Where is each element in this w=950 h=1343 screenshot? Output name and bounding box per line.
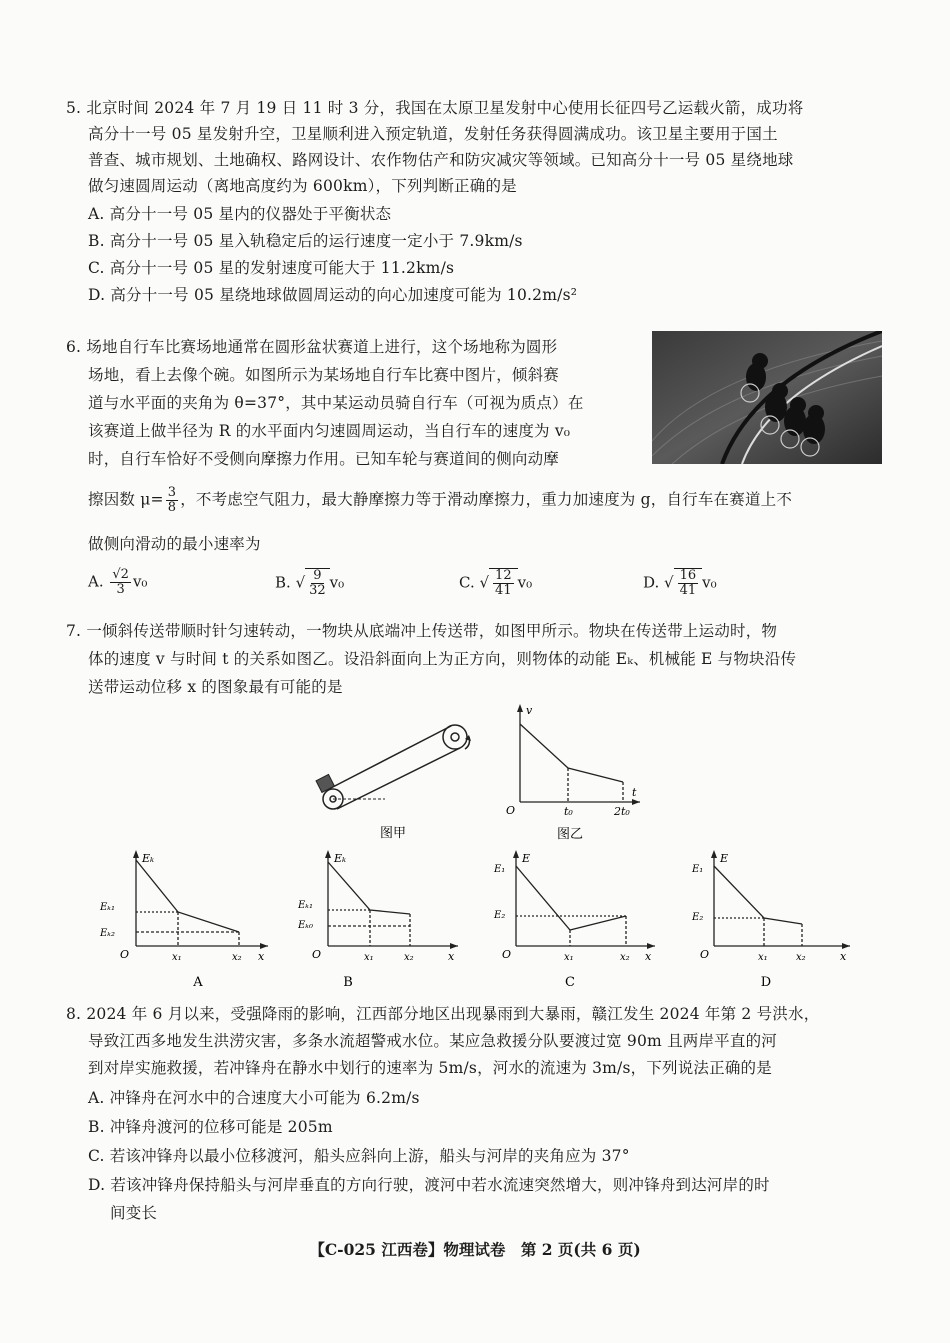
- q5-line-2: 高分十一号 05 星发射升空，卫星顺利进入预定轨道，发射任务获得圆满成功。该卫星主要用于国土: [88, 125, 778, 143]
- graph-d-ylabel: E: [720, 852, 729, 865]
- q8-option-d: D. 若该冲锋舟保持船头与河岸垂直的方向行驶，渡河中若水流速突然增大，则冲锋舟到达河岸的时: [88, 1176, 770, 1194]
- q8-option-c: C. 若该冲锋舟以最小位移渡河，船头应斜向上游，船头与河岸的夹角应为 37°: [88, 1147, 630, 1165]
- graph-a-x1: x₁: [172, 952, 182, 963]
- graph-c-y2: E₂: [494, 910, 506, 921]
- q8-line-1: 8. 2024 年 6 月以来，受强降雨的影响，江西部分地区出现暴雨到大暴雨，赣江发生 2024 年第 2 号洪水，: [66, 1005, 820, 1023]
- q5-line-1: 5. 北京时间 2024 年 7 月 19 日 11 时 3 分，我国在太原卫星发射中心使用长征四号乙运载火箭，成功将: [66, 99, 804, 117]
- q5-line-4: 做匀速圆周运动（离地高度约为 600km），下列判断正确的是: [88, 177, 517, 195]
- cycling-track-photo: [652, 331, 882, 464]
- graph-c-caption: C: [565, 975, 575, 990]
- graph-b-xlabel: x: [448, 950, 455, 963]
- q6-mu-suffix: ，不考虑空气阻力，最大静摩擦力等于滑动摩擦力，重力加速度为 g，自行车在赛道上不: [180, 490, 793, 509]
- figure-yi-t-label: t: [632, 786, 637, 799]
- q6-choice-c-fraction: [493, 569, 514, 598]
- q6-choice-a-label: A.: [88, 572, 104, 591]
- graph-b-caption: B: [343, 975, 353, 990]
- q6-choice-c-den: 41: [495, 583, 512, 598]
- graph-a-y2: Eₖ₂: [100, 928, 115, 939]
- q6-choice-c-radicand: [489, 568, 518, 598]
- q6-choice-d-var: v₀: [702, 573, 717, 592]
- q6-mu-numerator: 3: [167, 485, 177, 500]
- graph-c-x1: x₁: [564, 952, 574, 963]
- q6-choice-a-fraction: [110, 568, 131, 597]
- graph-c-x2: x₂: [620, 952, 630, 963]
- graph-b-x2: x₂: [404, 952, 414, 963]
- graph-b-x1: x₁: [364, 952, 374, 963]
- q6-choice-a-var: v₀: [132, 572, 148, 591]
- graph-d-x1: x₁: [758, 952, 768, 963]
- q6-choice-b-den: 32: [309, 583, 326, 598]
- q6-choice-c-num: 12: [495, 568, 512, 583]
- page-footer: 【C-025 江西卷】物理试卷 第 2 页(共 6 页): [309, 1240, 641, 1259]
- graph-a-xlabel: x: [258, 950, 265, 963]
- q6-choice-b-radicand: [305, 568, 330, 598]
- figure-yi-2t0: 2t₀: [614, 805, 630, 818]
- q6-last-line: 做侧向滑动的最小速率为: [88, 535, 261, 553]
- q6-choice-d-den: 41: [679, 583, 697, 598]
- graph-b-y2: Eₖ₀: [298, 920, 313, 931]
- graph-c-origin: O: [502, 948, 512, 961]
- q8-option-a: A. 冲锋舟在河水中的合速度大小可能为 6.2m/s: [88, 1089, 420, 1107]
- graph-b-y1: Eₖ₁: [298, 900, 313, 911]
- graph-d-xlabel: x: [840, 950, 847, 963]
- q6-choice-d-num: 16: [679, 568, 697, 583]
- q7-line-2: 体的速度 v 与时间 t 的关系如图乙。设沿斜面向上为正方向，则物体的动能 Eₖ、机械能 E 与物块沿传: [88, 650, 797, 668]
- graph-b-origin: O: [312, 948, 322, 961]
- q6-choice-b-fraction: [309, 569, 326, 598]
- q6-choice-d-radicand: [674, 568, 703, 598]
- figure-yi-t0: t₀: [564, 805, 573, 818]
- q6-mu-prefix: 擦因数 μ=: [88, 490, 164, 509]
- q5-line-3: 普查、城市规划、土地确权、路网设计、农作物估产和防灾减灾等领域。已知高分十一号 05 星绕地球: [88, 151, 794, 169]
- q6-line-5: 时，自行车恰好不受侧向摩擦力作用。已知车轮与赛道间的侧向动摩: [88, 450, 560, 468]
- q6-mu-line: [88, 486, 792, 515]
- q8-option-d-continued: 间变长: [110, 1204, 158, 1222]
- q6-choice-b: B. √ $\frac{9}{32}$ v₀: [275, 568, 345, 598]
- graph-d-y1: E₁: [692, 864, 704, 875]
- q7-line-1: 7. 一倾斜传送带顺时针匀速转动，一物块从底端冲上传送带，如图甲所示。物块在传送带上运动时，物: [66, 622, 778, 640]
- figure-jia: [305, 715, 485, 845]
- graph-d-y2: E₂: [692, 912, 704, 923]
- graph-d: [690, 848, 860, 998]
- q6-choice-a-num: √2: [112, 567, 129, 582]
- q6-choice-c: C. √ $\frac{12}{41}$ v₀: [459, 568, 533, 598]
- q6-choice-a-den: 3: [116, 582, 125, 597]
- graph-d-x2: x₂: [796, 952, 806, 963]
- q6-line-2: 场地，看上去像个碗。如图所示为某场地自行车比赛中图片，倾斜赛: [88, 366, 560, 384]
- graph-c-y1: E₁: [494, 864, 506, 875]
- graph-c-ylabel: E: [522, 852, 531, 865]
- figure-yi-caption: 图乙: [556, 827, 584, 842]
- q8-option-b: B. 冲锋舟渡河的位移可能是 205m: [88, 1118, 333, 1136]
- q5-option-b: B. 高分十一号 05 星入轨稳定后的运行速度一定小于 7.9km/s: [88, 232, 523, 250]
- q6-mu-denominator: 8: [167, 500, 177, 515]
- q6-choice-b-num: 9: [313, 568, 322, 583]
- graph-a-caption: A: [193, 975, 203, 990]
- q6-choice-d-fraction: [678, 569, 699, 598]
- q7-line-3: 送带运动位移 x 的图象最有可能的是: [88, 678, 343, 696]
- figure-jia-caption: 图甲: [379, 826, 407, 841]
- figure-yi-origin: O: [506, 804, 516, 817]
- graph-a-x2: x₂: [232, 952, 242, 963]
- q6-choice-c-label: C.: [459, 573, 475, 592]
- graph-d-origin: O: [700, 948, 710, 961]
- figure-yi: [492, 702, 642, 842]
- q6-line-1: 6. 场地自行车比赛场地通常在圆形盆状赛道上进行，这个场地称为圆形: [66, 338, 558, 356]
- q6-choice-d-label: D.: [643, 573, 660, 592]
- q6-line-4: 该赛道上做半径为 R 的水平面内匀速圆周运动，当自行车的速度为 v₀: [88, 422, 571, 440]
- q6-choice-b-var: v₀: [329, 573, 345, 592]
- q6-choice-c-var: v₀: [517, 573, 533, 592]
- q8-line-2: 导致江西多地发生洪涝灾害，多条水流超警戒水位。某应急救援分队要渡过宽 90m 且两岸平直的河: [88, 1032, 777, 1050]
- graph-c-xlabel: x: [645, 950, 652, 963]
- q5-option-a: A. 高分十一号 05 星内的仪器处于平衡状态: [88, 205, 392, 223]
- q6-line-3: 道与水平面的夹角为 θ=37°，其中某运动员骑自行车（可视为质点）在: [88, 394, 584, 412]
- graph-d-caption: D: [760, 975, 772, 990]
- graph-a-y1: Eₖ₁: [100, 902, 115, 913]
- graph-a-origin: O: [120, 948, 130, 961]
- q5-option-d: D. 高分十一号 05 星绕地球做圆周运动的向心加速度可能为 10.2m/s²: [88, 286, 578, 304]
- graph-b: [298, 848, 468, 998]
- q6-mu-fraction: [166, 486, 178, 515]
- q6-choice-d: D. √ $\frac{16}{41}$ v₀: [643, 568, 717, 598]
- graph-a-ylabel: Eₖ: [142, 852, 155, 865]
- q5-option-c: C. 高分十一号 05 星的发射速度可能大于 11.2km/s: [88, 259, 455, 277]
- q6-choice-a: [88, 568, 147, 597]
- graph-a: [98, 848, 273, 998]
- q6-choice-b-label: B.: [275, 573, 291, 592]
- q8-line-3: 到对岸实施救援，若冲锋舟在静水中划行的速率为 5m/s，河水的流速为 3m/s，下列说法正确的是: [88, 1059, 772, 1077]
- graph-b-ylabel: Eₖ: [334, 852, 347, 865]
- figure-yi-v-label: v: [526, 704, 533, 717]
- graph-c: [490, 848, 665, 998]
